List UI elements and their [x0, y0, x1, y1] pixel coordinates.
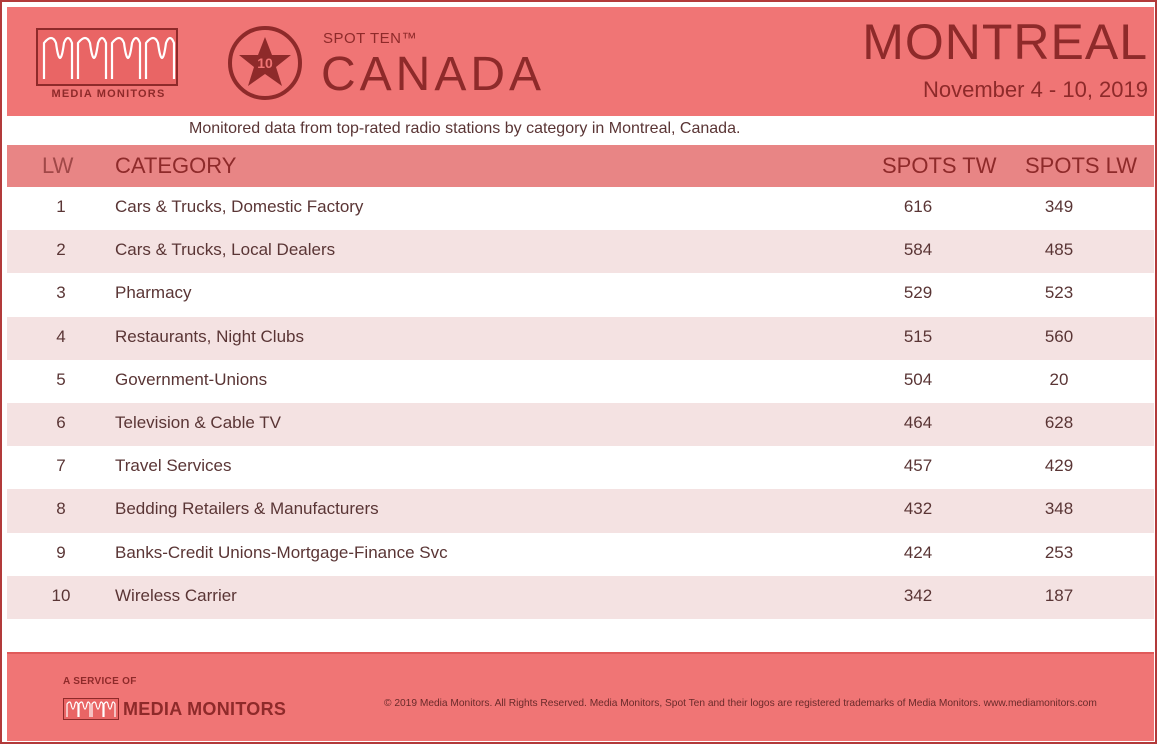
- column-header-spots-tw: SPOTS TW: [882, 153, 997, 178]
- row-spots-lw: 628: [1044, 412, 1074, 432]
- row-spots-tw: 616: [903, 197, 933, 216]
- table-row: [7, 576, 1154, 619]
- row-spots-lw: 349: [1044, 197, 1074, 216]
- row-spots-tw: 457: [903, 456, 933, 476]
- table-row: [7, 489, 1154, 532]
- row-category: Cars & Trucks, Domestic Factory: [115, 197, 364, 216]
- row-rank: 1: [56, 197, 66, 216]
- row-spots-tw: 529: [903, 283, 933, 303]
- row-rank: 5: [56, 369, 66, 389]
- badge-number: 10: [257, 55, 273, 71]
- row-spots-tw: 424: [903, 542, 933, 562]
- report-header: [7, 7, 1154, 116]
- subtitle-bar: [7, 116, 1154, 145]
- row-category: Television & Cable TV: [115, 412, 281, 432]
- table-row: [7, 533, 1154, 576]
- row-category: Wireless Carrier: [115, 585, 237, 605]
- row-rank: 4: [56, 326, 66, 346]
- row-category: Travel Services: [115, 456, 232, 476]
- row-spots-lw: 187: [1044, 585, 1074, 605]
- media-monitors-logo-icon: [36, 28, 178, 86]
- row-category: Restaurants, Night Clubs: [115, 326, 304, 346]
- table-row: [7, 403, 1154, 446]
- column-header-category: CATEGORY: [115, 153, 237, 178]
- table-body: [7, 187, 1154, 619]
- table-row: [7, 317, 1154, 360]
- table-row: [7, 446, 1154, 489]
- row-category: Banks-Credit Unions-Mortgage-Finance Svc: [115, 542, 448, 562]
- table-row: [7, 360, 1154, 403]
- row-spots-lw: 523: [1044, 283, 1074, 303]
- spot-ten-badge-icon: [227, 25, 303, 101]
- row-category: Bedding Retailers & Manufacturers: [115, 499, 379, 519]
- copyright-text: © 2019 Media Monitors. All Rights Reserved. Media Monitors, Spot Ten and their logos are registered trademarks of Media Monitors. www.mediamonitors.com: [384, 698, 1097, 709]
- row-spots-lw: 253: [1044, 542, 1074, 562]
- row-rank: 6: [56, 412, 66, 432]
- table-header: [7, 145, 1154, 187]
- subtitle-text: Monitored data from top-rated radio stations by category in Montreal, Canada.: [189, 120, 741, 137]
- row-spots-tw: 342: [903, 585, 933, 605]
- column-header-spots-lw: SPOTS LW: [1025, 153, 1138, 178]
- spot-ten-label: SPOT TEN™: [323, 30, 417, 47]
- row-rank: 10: [51, 585, 71, 605]
- city-title: MONTREAL: [862, 14, 1148, 70]
- footer-logo-icon: [63, 698, 119, 720]
- row-spots-lw: 348: [1044, 499, 1074, 519]
- row-rank: 3: [56, 283, 66, 303]
- table-row: [7, 230, 1154, 273]
- logo-text: MEDIA MONITORS: [51, 88, 166, 100]
- country-title: CANADA: [321, 48, 546, 101]
- row-spots-tw: 515: [903, 326, 933, 346]
- row-rank: 8: [56, 499, 66, 519]
- row-spots-tw: 464: [903, 412, 933, 432]
- table-row: [7, 273, 1154, 316]
- column-header-lw: LW: [42, 153, 74, 178]
- row-rank: 2: [56, 240, 66, 260]
- row-spots-lw: 429: [1044, 456, 1074, 476]
- row-spots-tw: 504: [903, 369, 933, 389]
- row-spots-lw: 20: [1049, 369, 1069, 389]
- row-spots-tw: 432: [903, 499, 933, 519]
- report-footer: [7, 652, 1154, 741]
- row-rank: 9: [56, 542, 66, 562]
- row-rank: 7: [56, 456, 66, 476]
- table-row: [7, 187, 1154, 230]
- row-category: Pharmacy: [115, 283, 192, 303]
- row-spots-lw: 485: [1044, 240, 1074, 260]
- footer-brand: MEDIA MONITORS: [123, 699, 287, 719]
- row-category: Cars & Trucks, Local Dealers: [115, 240, 336, 260]
- date-range: November 4 - 10, 2019: [922, 77, 1148, 102]
- row-category: Government-Unions: [115, 369, 268, 389]
- service-of-label: A SERVICE OF: [63, 676, 137, 687]
- row-spots-lw: 560: [1044, 326, 1074, 346]
- row-spots-tw: 584: [903, 240, 933, 260]
